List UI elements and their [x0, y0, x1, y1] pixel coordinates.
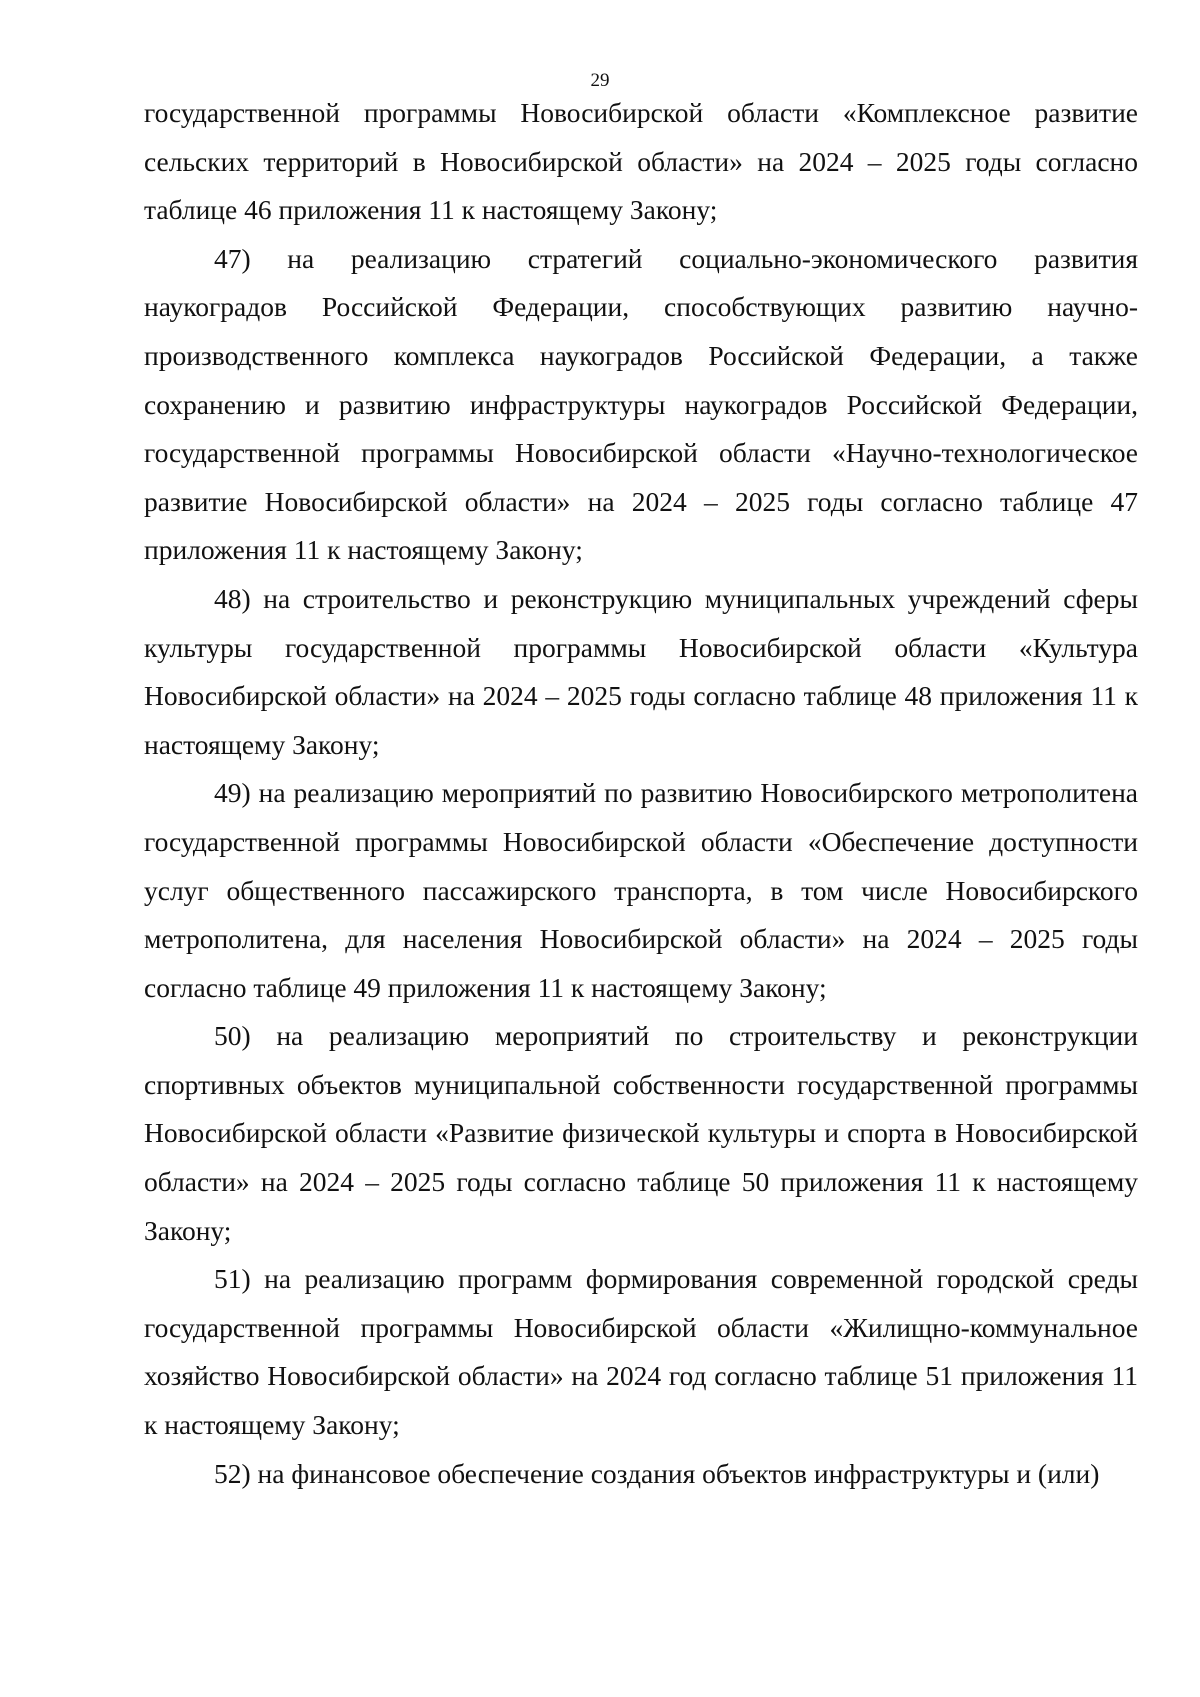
paragraph-item-48: 48) на строительство и реконструкцию муниципальных учреждений сферы культуры государственной программы Новосибирской области «Культура Новосибирской области» на 2024 – 2025 годы согласно таблице 48 приложения 11 к настоящему Закону;	[144, 582, 1138, 760]
paragraph-continuation: государственной программы Новосибирской области «Комплексное развитие сельских территорий в Новосибирской области» на 2024 – 2025 годы согласно таблице 46 приложения 11 к настоящему Закону;	[144, 97, 1138, 226]
paragraph-item-51: 51) на реализацию программ формирования современной городской среды государственной программы Новосибирской области «Жилищно-коммунальное хозяйство Новосибирской области» на 2024 год согласно таблице 51 приложения 11 к настоящему Закону;	[144, 1263, 1138, 1441]
paragraph-item-50: 50) на реализацию мероприятий по строительству и реконструкции спортивных объектов муниципальной собственности государственной программы Новосибирской области «Развитие физической культуры и спорта в Новосибирской области» на 2024 – 2025 годы согласно таблице 50 приложения 11 к настоящему Закону;	[144, 1020, 1138, 1246]
law-text-body	[144, 89, 1138, 1498]
page-number: 29	[590, 70, 610, 91]
paragraph-item-47: 47) на реализацию стратегий социально-экономического развития наукоградов Российской Федерации, способствующих развитию научно-производственного комплекса наукоградов Российской Федерации, а также сохранению и развитию инфраструктуры наукоградов Российской Федерации, государственной программы Новосибирской области «Научно-технологическое развитие Новосибирской области» на 2024 – 2025 годы согласно таблице 47 приложения 11 к настоящему Закону;	[144, 242, 1138, 566]
paragraph-item-49: 49) на реализацию мероприятий по развитию Новосибирского метрополитена государственной программы Новосибирской области «Обеспечение доступности услуг общественного пассажирского транспорта, в том числе Новосибирского метрополитена, для населения Новосибирской области» на 2024 – 2025 годы согласно таблице 49 приложения 11 к настоящему Закону;	[144, 777, 1138, 1003]
paragraph-item-52: 52) на финансовое обеспечение создания объектов инфраструктуры и (или)	[214, 1457, 1100, 1489]
